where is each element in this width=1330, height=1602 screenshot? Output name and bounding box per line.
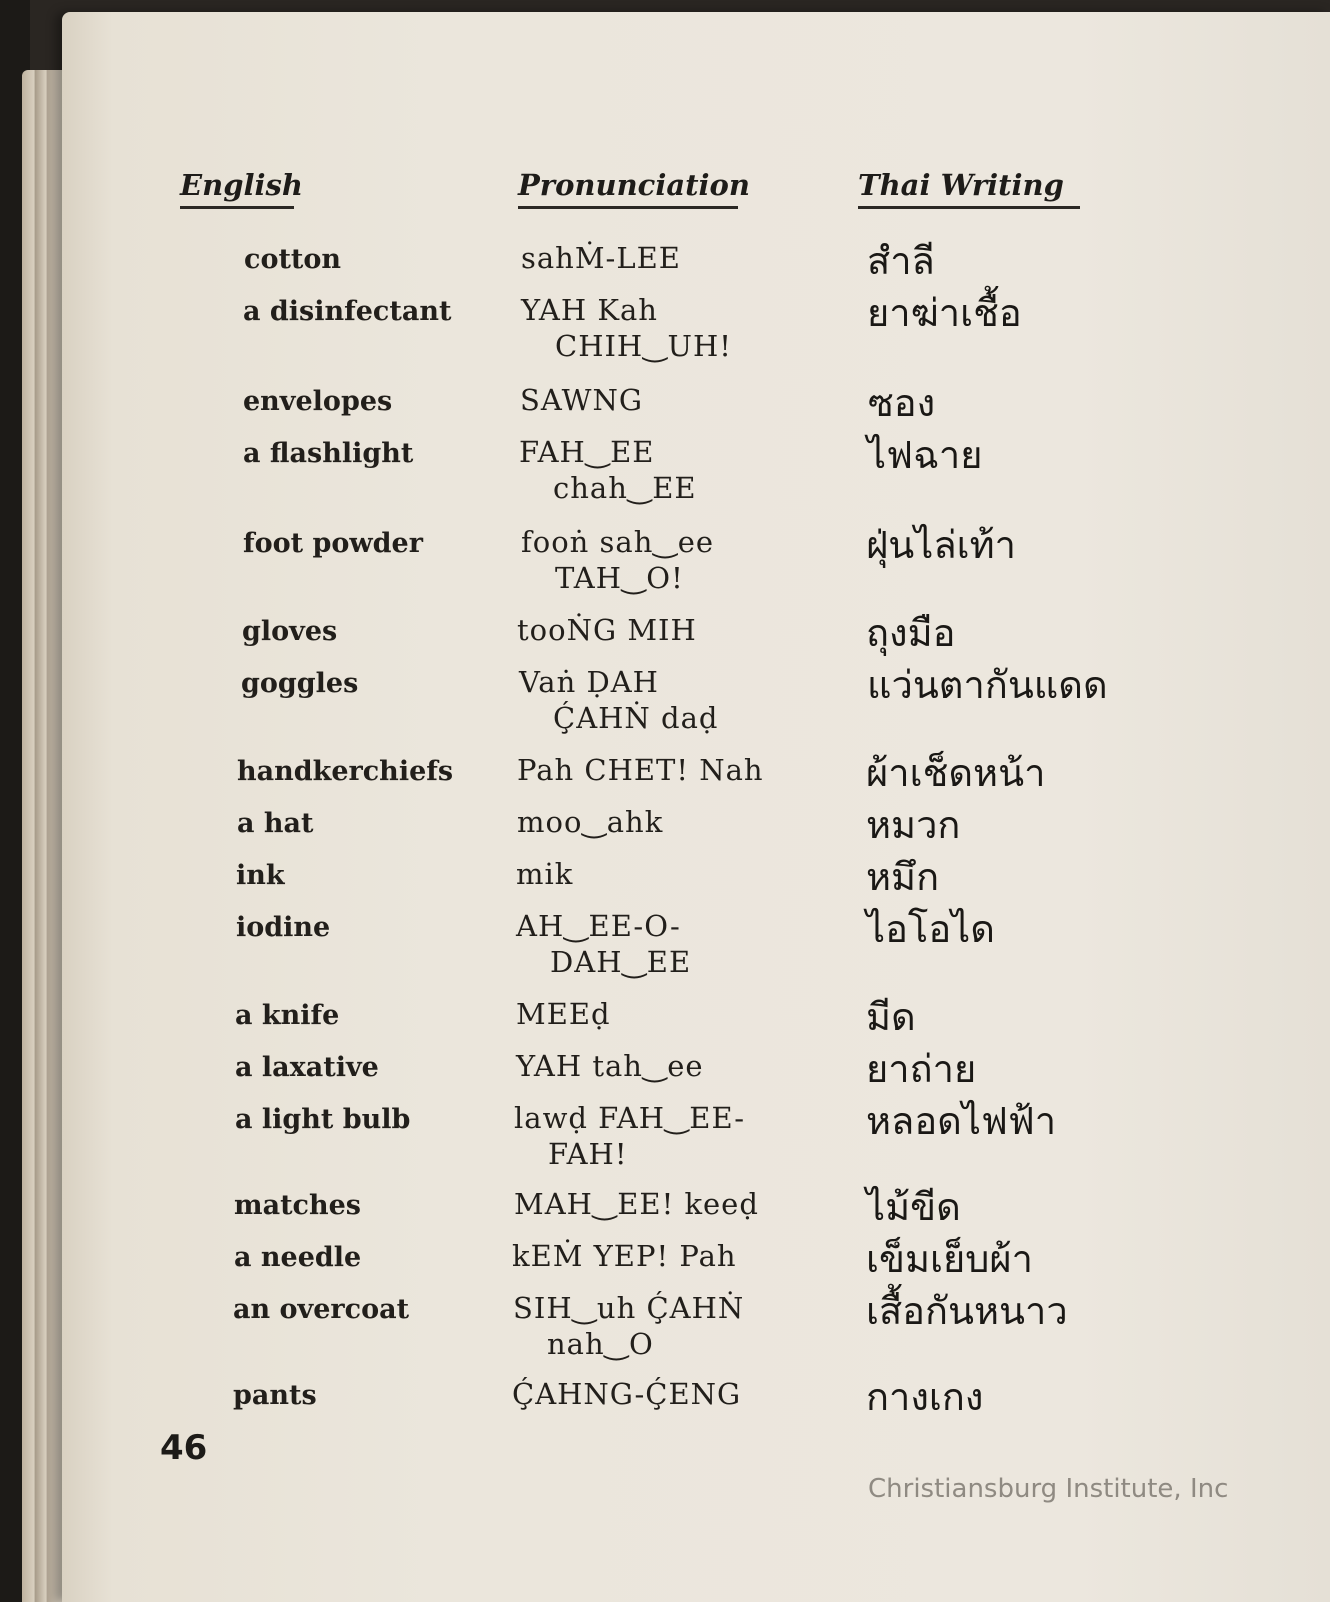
pronunciation-line-1: mik	[516, 857, 574, 891]
pronunciation	[516, 856, 573, 892]
thai-writing: กางเกง	[866, 1375, 984, 1419]
thai-writing: ซอง	[868, 381, 936, 425]
pronunciation	[519, 434, 697, 506]
page-number: 46	[160, 1428, 208, 1468]
thai-writing: หมวก	[866, 803, 961, 847]
pronunciation-line-2: DAH‿EE	[550, 945, 692, 979]
thai-writing: ยาถ่าย	[866, 1047, 977, 1091]
thai-writing: หลอดไฟฟ้า	[866, 1099, 1057, 1143]
pronunciation-line-1: SIH‿uh ḈAHṄ	[513, 1291, 745, 1325]
pronunciation-line-2: chah‿EE	[553, 471, 697, 505]
pronunciation-line-1: SAWNG	[520, 383, 643, 417]
english-term: gloves	[242, 616, 338, 647]
english-term: pants	[233, 1380, 317, 1411]
english-term: a hat	[237, 808, 314, 839]
english-term: a needle	[234, 1242, 362, 1273]
english-term: a disinfectant	[243, 296, 452, 327]
pronunciation	[520, 382, 643, 418]
pronunciation	[514, 1100, 745, 1172]
pronunciation	[516, 908, 691, 980]
english-term: a laxative	[235, 1052, 379, 1083]
pronunciation	[516, 1048, 704, 1084]
thai-writing: มีด	[866, 995, 916, 1039]
pronunciation	[512, 1376, 741, 1412]
english-term: envelopes	[243, 386, 393, 417]
english-term: iodine	[236, 912, 331, 943]
thai-writing: หมึก	[866, 855, 940, 899]
pronunciation	[521, 524, 714, 596]
english-term: cotton	[244, 244, 342, 275]
thai-writing: ไม้ขีด	[866, 1185, 961, 1229]
english-term: an overcoat	[233, 1294, 410, 1325]
thai-writing: ผ้าเช็ดหน้า	[866, 751, 1046, 795]
pronunciation-line-1: moo‿ahk	[517, 805, 664, 839]
pronunciation	[521, 292, 732, 364]
pronunciation-line-2: CHIH‿UH!	[555, 329, 732, 363]
column-header-english: English	[180, 168, 294, 209]
pronunciation-line-1: fooṅ sah‿ee	[521, 525, 715, 559]
english-term: a knife	[235, 1000, 340, 1031]
column-header-thai-writing: Thai Writing	[858, 168, 1080, 209]
thai-writing: ยาฆ่าเชื้อ	[867, 291, 1022, 335]
english-term: goggles	[241, 668, 359, 699]
pronunciation-line-2: FAH!	[548, 1137, 628, 1171]
pronunciation	[516, 996, 611, 1032]
pronunciation	[512, 1238, 737, 1274]
pronunciation-line-1: tooṄG MIH	[517, 613, 697, 647]
pronunciation-line-1: kEṀ YEP! Pah	[512, 1239, 737, 1273]
pronunciation-line-1: Vaṅ ḌAH	[519, 665, 659, 699]
pronunciation-line-1: Pah CHET! Nah	[517, 753, 764, 787]
thai-writing: ไอโอได	[866, 907, 995, 951]
pronunciation	[517, 612, 697, 648]
pronunciation-line-1: YAH Kah	[521, 293, 658, 327]
pronunciation-line-1: AH‿EE-O-	[516, 909, 681, 943]
pronunciation-line-2: TAH‿O!	[555, 561, 684, 595]
thai-writing: สำลี	[867, 239, 935, 283]
english-term: matches	[234, 1190, 361, 1221]
pronunciation	[519, 664, 718, 736]
thai-writing: ถุงมือ	[866, 611, 956, 655]
pronunciation-line-1: FAH‿EE	[519, 435, 655, 469]
pronunciation-line-1: MEEḍ	[516, 997, 611, 1031]
english-term: a flashlight	[243, 438, 414, 469]
pronunciation	[517, 804, 663, 840]
pronunciation-line-1: YAH tah‿ee	[516, 1049, 704, 1083]
thai-writing: เสื้อกันหนาว	[866, 1289, 1068, 1333]
thai-writing: แว่นตากันแดด	[867, 663, 1108, 707]
pronunciation	[513, 1290, 744, 1362]
pronunciation-line-2: nah‿O	[547, 1327, 654, 1361]
english-term: a light bulb	[235, 1104, 411, 1135]
pronunciation	[517, 752, 764, 788]
english-term: handkerchiefs	[237, 756, 454, 787]
thai-writing: ฝุ่นไล่เท้า	[866, 523, 1017, 567]
thai-writing: ไฟฉาย	[867, 433, 983, 477]
pronunciation-line-2: ḈAHṄ daḍ	[553, 701, 719, 735]
english-term: foot powder	[243, 528, 423, 559]
thai-writing: เข็มเย็บผ้า	[866, 1237, 1033, 1281]
watermark: Christiansburg Institute, Inc	[868, 1474, 1229, 1504]
pronunciation-line-1: lawḍ FAH‿EE-	[514, 1101, 745, 1135]
column-header-pronunciation: Pronunciation	[518, 168, 738, 209]
pronunciation-line-1: ḈAHNG-ḈENG	[512, 1377, 742, 1411]
pronunciation-line-1: MAH‿EE! keeḍ	[514, 1187, 759, 1221]
pronunciation	[521, 240, 681, 276]
english-term: ink	[236, 860, 285, 891]
pronunciation-line-1: sahṀ-LEE	[521, 241, 681, 275]
pronunciation	[514, 1186, 759, 1222]
